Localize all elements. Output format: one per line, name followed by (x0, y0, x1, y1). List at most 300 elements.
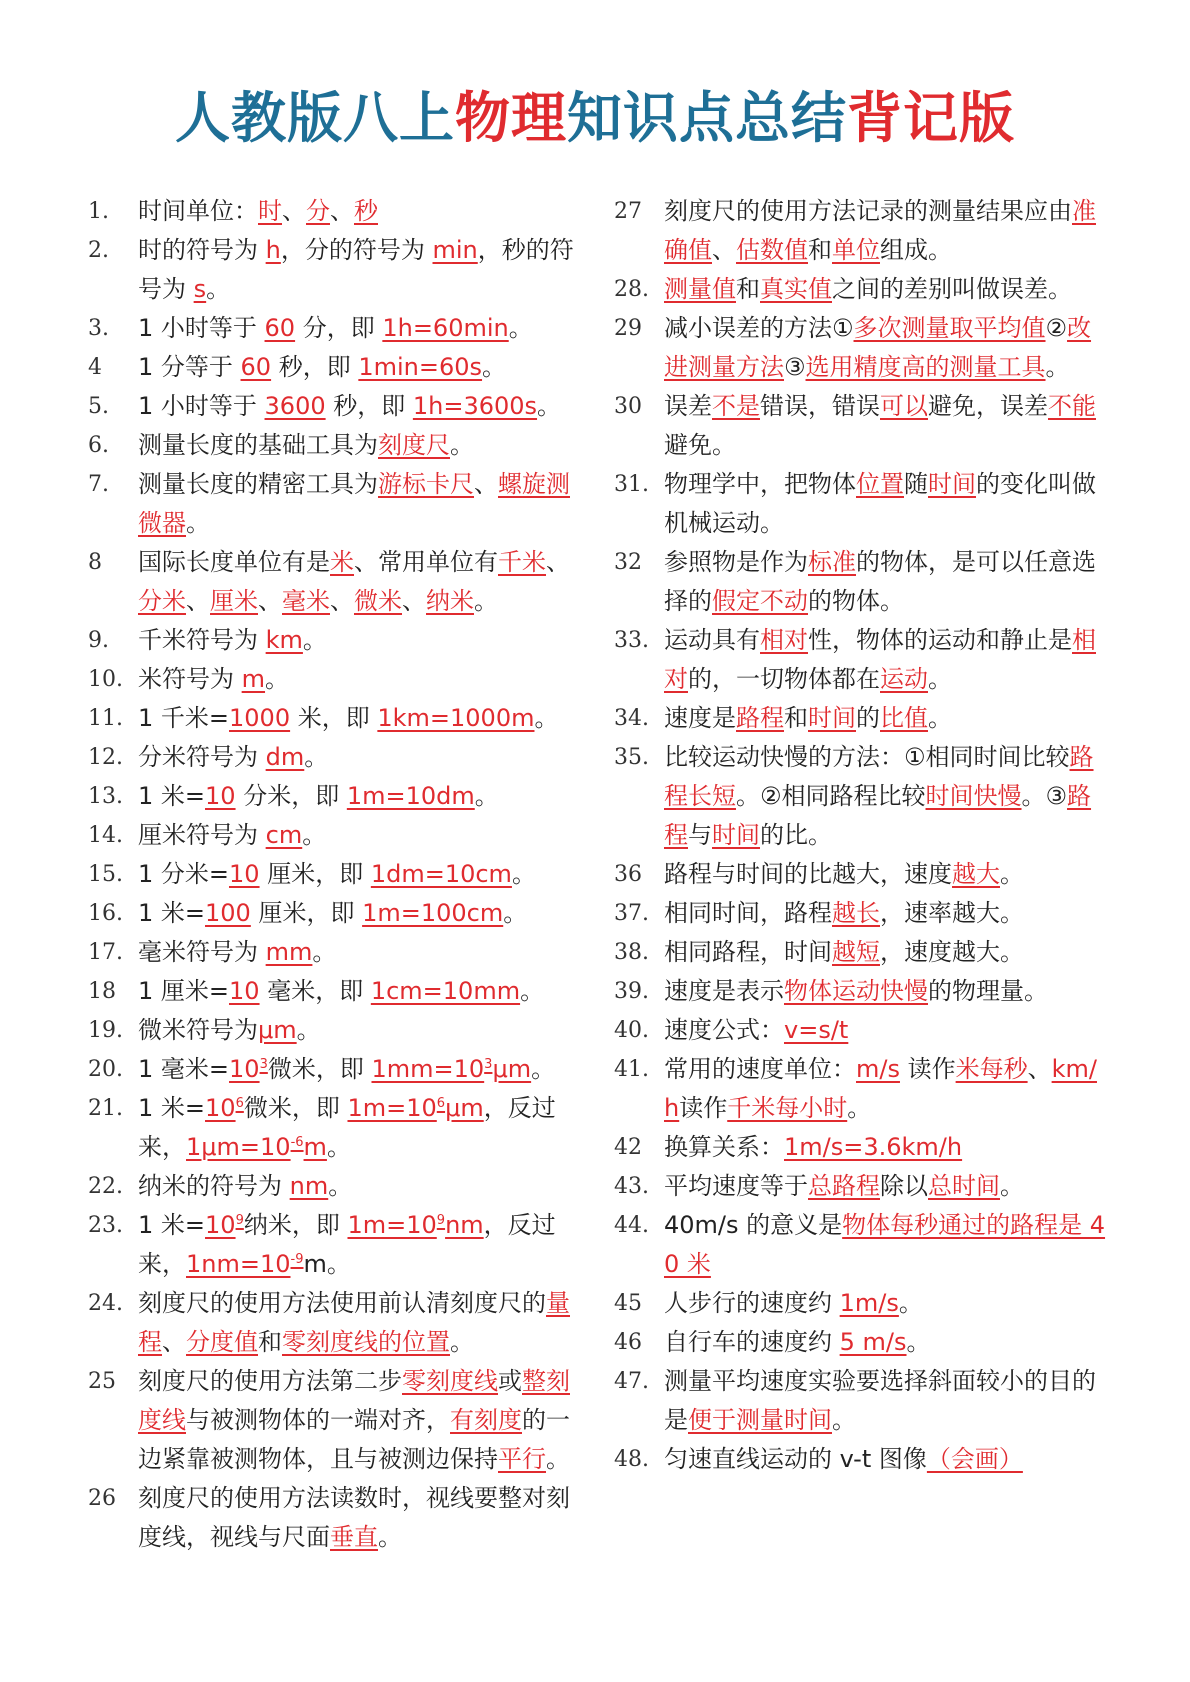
item-number: 18 (88, 979, 116, 1004)
answer-text: 路程长短 (664, 743, 1094, 810)
item-number: 38. (614, 940, 649, 965)
item-number: 27 (614, 199, 642, 224)
prompt-text: 。 (534, 704, 559, 732)
answer-text: （会画） (926, 1445, 1023, 1473)
prompt-text: 1 小时等于 (138, 314, 265, 342)
list-item (88, 1089, 586, 1167)
answer-text: 100 (205, 899, 251, 927)
prompt-text: 。 (265, 665, 290, 693)
item-number: 36 (614, 862, 642, 887)
prompt-text: 错误，错误 (760, 392, 880, 420)
prompt-text: 1 分等于 (138, 353, 241, 381)
answer-text: 总时间 (928, 1172, 1000, 1200)
prompt-text: 、 (330, 587, 354, 615)
answer-text: 分度值 (186, 1328, 258, 1356)
item-number: 3. (88, 316, 109, 341)
prompt-text: 微米，即 (267, 1055, 372, 1083)
item-number: 6. (88, 433, 109, 458)
item-text (138, 1284, 586, 1362)
item-text (664, 1440, 1112, 1479)
prompt-text: 。 (206, 275, 231, 303)
list-item (88, 387, 586, 426)
prompt-text: 秒，即 (325, 392, 413, 420)
list-item (88, 621, 586, 660)
answer-text: 物体运动快慢 (784, 977, 928, 1005)
answer-text: 改进测量方法 (664, 314, 1092, 381)
list-item (614, 855, 1112, 894)
prompt-text: m。 (303, 1250, 351, 1278)
right-column (614, 192, 1112, 1479)
item-text (138, 426, 586, 465)
prompt-text: 性，物体的运动和静止是 (808, 626, 1072, 654)
list-item (88, 465, 586, 543)
answer-text: 1m=100cm (362, 899, 504, 927)
prompt-text: 误差 (664, 392, 712, 420)
prompt-text: 比较运动快慢的方法：①相同时间比较 (664, 743, 1070, 771)
item-number: 34. (614, 706, 649, 731)
prompt-text: 测量平均速度实验要选择斜面较小的目的是 (664, 1367, 1096, 1434)
item-text (138, 231, 586, 309)
list-item (614, 1011, 1112, 1050)
answer-text: 10 (229, 977, 260, 1005)
item-text (138, 1167, 586, 1206)
prompt-text: 厘米，即 (250, 899, 363, 927)
answer-text: 厘米 (210, 587, 258, 615)
answer-text: 1m=10 (347, 1094, 437, 1122)
prompt-text: 。 (906, 1328, 931, 1356)
prompt-text: 。 (328, 1172, 353, 1200)
item-text (138, 1362, 586, 1479)
prompt-text: 1 小时等于 (138, 392, 265, 420)
prompt-text: 。 (474, 587, 498, 615)
prompt-text: 读作 (899, 1055, 956, 1083)
prompt-text: 米，即 (290, 704, 378, 732)
prompt-text: 读作 (679, 1094, 728, 1122)
prompt-text: ，反过来， (138, 1094, 556, 1161)
list-item (614, 933, 1112, 972)
prompt-text: 速度公式： (664, 1016, 784, 1044)
answer-text: 越大 (952, 860, 1000, 888)
prompt-text: 。 (1000, 860, 1024, 888)
prompt-text: 避免。 (664, 431, 736, 459)
exponent: -6 (290, 1135, 304, 1150)
item-text (138, 855, 586, 894)
list-item (614, 1323, 1112, 1362)
answer-text: 微米 (354, 587, 402, 615)
answer-text: 3600 (264, 392, 326, 420)
prompt-text: 速度是 (664, 704, 736, 732)
prompt-text: 物理学中，把物体 (664, 470, 856, 498)
prompt-text: 刻度尺的使用方法第二步 (138, 1367, 402, 1395)
answer-text: m (303, 1133, 327, 1161)
answer-text: 路程 (664, 782, 1092, 849)
answer-text: m (241, 665, 266, 693)
prompt-text: 。 (312, 938, 337, 966)
answer-text: nm (289, 1172, 329, 1200)
answer-text: 1m=10 (347, 1211, 437, 1239)
title-part-4: 背记版 (847, 86, 1016, 150)
item-text (664, 738, 1112, 855)
item-text (138, 699, 586, 738)
prompt-text: 测量长度的精密工具为 (138, 470, 378, 498)
list-item (88, 1050, 586, 1089)
list-item (88, 855, 586, 894)
item-text (138, 192, 586, 231)
prompt-text: 1 米= (138, 1211, 206, 1239)
answer-text: 单位 (832, 236, 880, 264)
item-number: 44. (614, 1213, 649, 1238)
item-number: 19. (88, 1018, 123, 1043)
page-title (0, 88, 1190, 149)
answer-text: cm (265, 821, 303, 849)
list-item (614, 543, 1112, 621)
item-number: 35. (614, 745, 649, 770)
item-number: 10. (88, 667, 123, 692)
answer-text: dm (265, 743, 305, 771)
list-item (614, 192, 1112, 270)
prompt-text: 分米，即 (235, 782, 347, 810)
item-number: 9. (88, 628, 109, 653)
item-text (664, 699, 1112, 738)
item-number: 28. (614, 277, 649, 302)
prompt-text: 与被测物体的一端对齐， (186, 1406, 450, 1434)
answer-text: 分 (306, 197, 330, 225)
answer-text: 5 m/s (839, 1328, 907, 1356)
prompt-text: 。 (302, 821, 327, 849)
prompt-text: 纳米的符号为 (138, 1172, 290, 1200)
prompt-text: 、 (282, 197, 306, 225)
answer-text: 1000 (229, 704, 291, 732)
list-item (614, 1128, 1112, 1167)
exponent: 6 (235, 1096, 244, 1111)
prompt-text: 。 (450, 431, 474, 459)
item-number: 39. (614, 979, 649, 1004)
answer-text: 千米 (498, 548, 546, 576)
answer-text: μm (445, 1094, 484, 1122)
answer-text: 时间 (928, 470, 976, 498)
item-number: 48. (614, 1447, 649, 1472)
prompt-text: 时间单位： (138, 197, 258, 225)
prompt-text: ② (1045, 314, 1068, 342)
exponent: 3 (484, 1057, 493, 1072)
list-item (88, 660, 586, 699)
prompt-text: 。 (1000, 1172, 1024, 1200)
item-text (138, 1050, 586, 1089)
list-item (88, 777, 586, 816)
item-text (138, 1089, 586, 1167)
prompt-text: ，速率越大。 (880, 899, 1024, 927)
item-text (138, 621, 586, 660)
item-text (664, 894, 1112, 933)
prompt-text: 。 (531, 1055, 556, 1083)
item-number: 11. (88, 706, 123, 731)
item-number: 23. (88, 1213, 123, 1238)
item-number: 1. (88, 199, 109, 224)
prompt-text: 。②相同路程比较 (736, 782, 926, 810)
answer-text: 多次测量取平均值 (853, 314, 1046, 342)
list-item (88, 543, 586, 621)
prompt-text: 换算关系： (664, 1133, 784, 1161)
list-item (88, 1362, 586, 1479)
list-item (614, 621, 1112, 699)
prompt-text: 的 (856, 704, 880, 732)
prompt-text: 的物体，是可以任意选择的 (664, 548, 1096, 615)
exponent: -9 (290, 1252, 304, 1267)
title-part-2: 物理 (454, 86, 567, 150)
item-text (138, 933, 586, 972)
answer-text: 刻度尺 (378, 431, 450, 459)
prompt-text: ，反过来， (138, 1211, 556, 1278)
item-number: 29 (614, 316, 642, 341)
answer-text: 平行 (498, 1445, 546, 1473)
prompt-text: 刻度尺的使用方法读数时，视线要整对刻度线，视线与尺面 (138, 1484, 570, 1551)
item-number: 17. (88, 940, 123, 965)
answer-text: 选用精度高的测量工具 (805, 353, 1046, 381)
answer-text: km/h (664, 1055, 1097, 1122)
answer-text: v=s/t (784, 1016, 849, 1044)
item-number: 37. (614, 901, 649, 926)
list-item (88, 972, 586, 1011)
answer-text: 物体每秒通过的路程是 40 米 (664, 1211, 1106, 1278)
item-text (664, 972, 1112, 1011)
answer-text: 10 (205, 1094, 236, 1122)
item-text (138, 543, 586, 621)
item-text (138, 972, 586, 1011)
item-number: 4 (88, 355, 102, 380)
answer-text: min (432, 236, 478, 264)
prompt-text: 相同路程，时间 (664, 938, 832, 966)
answer-text: 1h=3600s (412, 392, 538, 420)
prompt-text: 。 (898, 1289, 923, 1317)
item-number: 24. (88, 1291, 123, 1316)
prompt-text: 或 (498, 1367, 522, 1395)
answer-text: 纳米 (426, 587, 474, 615)
list-item (614, 894, 1112, 933)
prompt-text: 秒，即 (271, 353, 359, 381)
prompt-text: 和 (736, 275, 760, 303)
answer-text: 路程 (736, 704, 784, 732)
list-item (614, 1050, 1112, 1128)
list-item (614, 465, 1112, 543)
prompt-text: 。 (482, 353, 507, 381)
item-text (138, 348, 586, 387)
prompt-text: 。 (546, 1445, 570, 1473)
list-item (88, 894, 586, 933)
answer-text: 1m=10dm (346, 782, 475, 810)
list-item (614, 309, 1112, 387)
answer-text: 相对 (760, 626, 808, 654)
answer-text: 螺旋测微器 (138, 470, 570, 537)
prompt-text: 纳米，即 (243, 1211, 348, 1239)
prompt-text: 1 米= (138, 899, 206, 927)
answer-text: 1m/s (839, 1289, 899, 1317)
item-number: 33. (614, 628, 649, 653)
item-text (664, 543, 1112, 621)
list-item (88, 699, 586, 738)
item-number: 8 (88, 550, 102, 575)
prompt-text: 、 (712, 236, 736, 264)
answer-text: 不能 (1048, 392, 1096, 420)
list-item (88, 231, 586, 309)
answer-text: 真实值 (760, 275, 832, 303)
prompt-text: 平均速度等于 (664, 1172, 808, 1200)
answer-text: 米每秒 (955, 1055, 1028, 1083)
prompt-text: 自行车的速度约 (664, 1328, 840, 1356)
item-text (664, 1323, 1112, 1362)
prompt-text: 毫米符号为 (138, 938, 266, 966)
prompt-text: 人步行的速度约 (664, 1289, 840, 1317)
answer-text: 10 (205, 1211, 236, 1239)
prompt-text: ，分的符号为 (280, 236, 433, 264)
list-item (614, 972, 1112, 1011)
prompt-text: 时的符号为 (138, 236, 266, 264)
list-item (614, 1440, 1112, 1479)
prompt-text: 相同时间，路程 (664, 899, 832, 927)
item-number: 22. (88, 1174, 123, 1199)
prompt-text: 。 (537, 392, 562, 420)
prompt-text: 路程与时间的比越大，速度 (664, 860, 952, 888)
answer-text: 时间快慢 (925, 782, 1022, 810)
prompt-text: 随 (904, 470, 928, 498)
prompt-text: 毫米，即 (259, 977, 371, 1005)
list-item (88, 1479, 586, 1557)
answer-text: 时间 (808, 704, 856, 732)
item-text (138, 660, 586, 699)
prompt-text: 。 (326, 1133, 351, 1161)
list-item (88, 1011, 586, 1050)
answer-text: μm (492, 1055, 532, 1083)
prompt-text: 、 (186, 587, 210, 615)
answer-text: 1dm=10cm (370, 860, 512, 888)
prompt-text: 、 (1027, 1055, 1052, 1083)
prompt-text: 国际长度单位有是 (138, 548, 330, 576)
list-item (614, 1167, 1112, 1206)
answer-text: 相对 (664, 626, 1096, 693)
item-text (138, 1479, 586, 1557)
answer-text: 位置 (856, 470, 904, 498)
prompt-text: 。 (304, 743, 329, 771)
item-number: 2. (88, 238, 109, 263)
answer-text: 60 (240, 353, 272, 381)
list-item (88, 192, 586, 231)
item-text (138, 777, 586, 816)
item-text (664, 1362, 1112, 1440)
item-number: 14. (88, 823, 123, 848)
item-text (664, 1011, 1112, 1050)
answer-text: km (265, 626, 303, 654)
answer-text: 1min=60s (358, 353, 483, 381)
item-text (664, 309, 1112, 387)
prompt-text: 避免，误差 (928, 392, 1048, 420)
answer-text: nm (445, 1211, 484, 1239)
prompt-text: 、 (474, 470, 498, 498)
prompt-text: 厘米符号为 (138, 821, 266, 849)
list-item (88, 1167, 586, 1206)
answer-text: 游标卡尺 (378, 470, 474, 498)
prompt-text: 微米符号为 (138, 1016, 258, 1044)
prompt-text: ③ (784, 353, 806, 381)
prompt-text: 40m/s 的意义是 (664, 1211, 843, 1239)
exponent: 9 (235, 1213, 244, 1228)
prompt-text: 的变化叫做机械运动。 (664, 470, 1096, 537)
answer-text: 运动 (880, 665, 928, 693)
item-number: 5. (88, 394, 109, 419)
prompt-text: 。 (302, 626, 327, 654)
item-text (664, 1128, 1112, 1167)
list-item (614, 1206, 1112, 1284)
answer-text: 准确值 (664, 197, 1096, 264)
list-item (88, 348, 586, 387)
prompt-text: 1 厘米= (138, 977, 230, 1005)
answer-text: 1nm=10 (186, 1250, 291, 1278)
prompt-text: 、 (402, 587, 426, 615)
list-item (88, 426, 586, 465)
item-text (138, 387, 586, 426)
prompt-text: 。 (847, 1094, 872, 1122)
prompt-text: 的物体。 (808, 587, 904, 615)
prompt-text: 1 毫米= (138, 1055, 230, 1083)
prompt-text: 。 (186, 509, 210, 537)
item-text (138, 309, 586, 348)
item-number: 25 (88, 1369, 116, 1394)
prompt-text: 与 (688, 821, 712, 849)
item-text (664, 1167, 1112, 1206)
answer-text: mm (265, 938, 313, 966)
left-column (88, 192, 586, 1557)
answer-text: 10 (229, 860, 260, 888)
prompt-text: 刻度尺的使用方法记录的测量结果应由 (664, 197, 1072, 225)
item-text (138, 1206, 586, 1284)
answer-text: 越长 (832, 899, 880, 927)
exponent: 9 (436, 1213, 446, 1228)
prompt-text: 厘米，即 (259, 860, 371, 888)
prompt-text: 减小误差的方法① (664, 314, 854, 342)
prompt-text: 米符号为 (138, 665, 242, 693)
answer-text: 越短 (832, 938, 880, 966)
list-item (88, 933, 586, 972)
prompt-text: 、常用单位有 (354, 548, 498, 576)
answer-text: 米 (330, 548, 354, 576)
prompt-text: 和 (258, 1328, 282, 1356)
item-number: 31. (614, 472, 649, 497)
list-item (88, 309, 586, 348)
prompt-text: 。 (474, 782, 499, 810)
answer-text: 比值 (880, 704, 928, 732)
item-text (664, 855, 1112, 894)
answer-text: 不是 (712, 392, 760, 420)
item-text (138, 738, 586, 777)
prompt-text: 、 (258, 587, 282, 615)
list-item (614, 1362, 1112, 1440)
prompt-text: 。③ (1021, 782, 1068, 810)
prompt-text: 千米符号为 (138, 626, 266, 654)
answer-text: 10 (229, 1055, 260, 1083)
answer-text: 1m/s=3.6km/h (784, 1133, 963, 1161)
answer-text: μm (258, 1016, 297, 1044)
list-item (88, 1284, 586, 1362)
title-part-1: 人教版八上 (174, 86, 455, 150)
prompt-text: 。 (928, 665, 952, 693)
prompt-text: 的比。 (760, 821, 832, 849)
answer-text: 可以 (880, 392, 928, 420)
item-text (664, 1050, 1112, 1128)
exponent: 3 (259, 1057, 268, 1072)
prompt-text: 、 (546, 548, 570, 576)
exponent: 6 (436, 1096, 446, 1111)
answer-text: 1cm=10mm (370, 977, 521, 1005)
list-item (614, 699, 1112, 738)
prompt-text: 匀速直线运动的 v-t 图像 (664, 1445, 927, 1473)
